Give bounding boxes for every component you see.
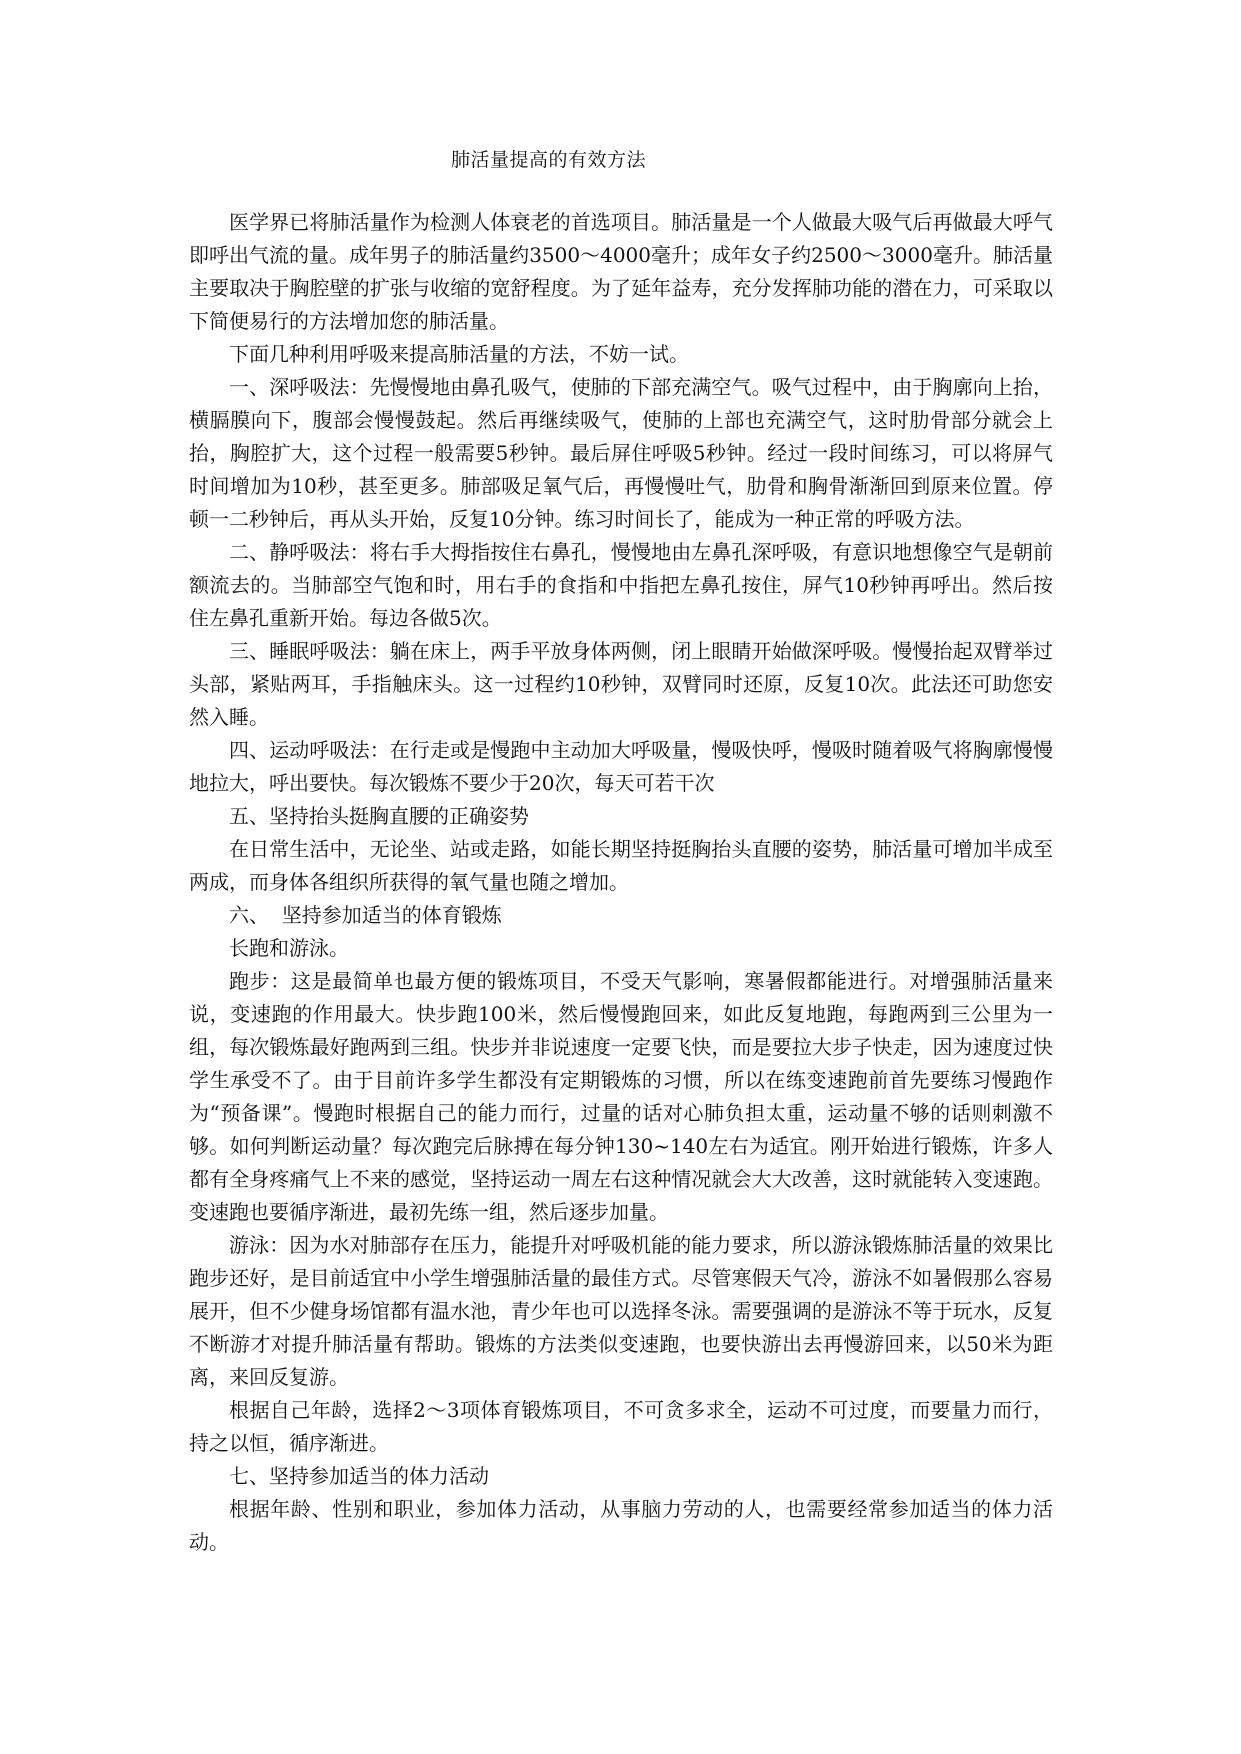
paragraph-sleep-breathing: 三、睡眠呼吸法：躺在床上，两手平放身体两侧，闭上眼睛开始做深呼吸。慢慢抬起双臂举过头部，紧贴两耳，手指触床头。这一过程约10秒钟，双臂同时还原，反复10次。此法还可助您安然入睡。 — [189, 639, 1053, 729]
section-heading-physical-activity: 七、坚持参加适当的体力活动 — [229, 1464, 489, 1488]
paragraph-quiet-breathing: 二、静呼吸法：将右手大拇指按住右鼻孔，慢慢地由左鼻孔深呼吸，有意识地想像空气是朝前额流去的。当肺部空气饱和时，用右手的食指和中指把左鼻孔按住，屏气10秒钟再呼出。然后按住左鼻孔重新开始。每边各做5次。 — [189, 540, 1053, 630]
paragraph-methods-lead: 下面几种利用呼吸来提高肺活量的方法，不妨一试。 — [229, 342, 689, 366]
paragraph-physical-activity: 根据年龄、性别和职业，参加体力活动，从事脑力劳动的人，也需要经常参加适当的体力活动。 — [189, 1497, 1053, 1554]
paragraph-sports-advice: 根据自己年龄，选择2～3项体育锻炼项目，不可贪多求全，运动不可过度，而要量力而行，持之以恒，循序渐进。 — [189, 1398, 1053, 1455]
document-title: 肺活量提高的有效方法 — [451, 149, 647, 171]
paragraph-running: 跑步：这是最简单也最方便的锻炼项目，不受天气影响，寒暑假都能进行。对增强肺活量来说，变速跑的作用最大。快步跑100米，然后慢慢跑回来，如此反复地跑，每跑两到三公里为一组，每次锻炼最好跑两到三组。快步并非说速度一定要飞快，而是要拉大步子快走，因为速度过快学生承受不了。由于目前许多学生都没有定期锻炼的习惯，所以在练变速跑前首先要练习慢跑作为“预备课”。慢跑时根据自己的能力而行，过量的话对心肺负担太重，运动量不够的话则刺激不够。如何判断运动量？每次跑完后脉搏在每分钟130~140左右为适宜。刚开始进行锻炼，许多人都有全身疼痛气上不来的感觉，坚持运动一周左右这种情况就会大大改善，这时就能转入变速跑。变速跑也要循序渐进，最初先练一组，然后逐步加量。 — [189, 969, 1053, 1224]
paragraph-swimming: 游泳：因为水对肺部存在压力，能提升对呼吸机能的能力要求，所以游泳锻炼肺活量的效果比跑步还好，是目前适宜中小学生增强肺活量的最佳方式。尽管寒假天气冷，游泳不如暑假那么容易展开，但不少健身场馆都有温水池，青少年也可以选择冬泳。需要强调的是游泳不等于玩水，反复不断游才对提升肺活量有帮助。锻炼的方法类似变速跑，也要快游出去再慢游回来，以50米为距离，来回反复游。 — [189, 1233, 1053, 1389]
paragraph-posture: 在日常生活中，无论坐、站或走路，如能长期坚持挺胸抬头直腰的姿势，肺活量可增加半成至两成，而身体各组织所获得的氧气量也随之增加。 — [189, 837, 1053, 894]
section-heading-posture: 五、坚持抬头挺胸直腰的正确姿势 — [229, 804, 529, 828]
paragraph-intro: 医学界已将肺活量作为检测人体衰老的首选项目。肺活量是一个人做最大吸气后再做最大呼气即呼出气流的量。成年男子的肺活量约3500～4000毫升；成年女子约2500～3000毫升。肺活量主要取决于胸腔壁的扩张与收缩的宽舒程度。为了延年益寿，充分发挥肺功能的潜在力，可采取以下简便易行的方法增加您的肺活量。 — [189, 210, 1053, 333]
paragraph-sports-list: 长跑和游泳。 — [229, 936, 349, 960]
paragraph-exercise-breathing: 四、运动呼吸法：在行走或是慢跑中主动加大呼吸量，慢吸快呼，慢吸时随着吸气将胸廓慢慢地拉大，呼出要快。每次锻炼不要少于20次，每天可若干次 — [189, 738, 1053, 795]
document-page — [189, 148, 1053, 1559]
paragraph-deep-breathing: 一、深呼吸法：先慢慢地由鼻孔吸气，使肺的下部充满空气。吸气过程中，由于胸廓向上抬，横膈膜向下，腹部会慢慢鼓起。然后再继续吸气，使肺的上部也充满空气，这时肋骨部分就会上抬，胸腔扩大，这个过程一般需要5秒钟。最后屏住呼吸5秒钟。经过一段时间练习，可以将屏气时间增加为10秒，甚至更多。肺部吸足氧气后，再慢慢吐气，肋骨和胸骨渐渐回到原来位置。停顿一二秒钟后，再从头开始，反复10分钟。练习时间长了，能成为一种正常的呼吸方法。 — [189, 375, 1053, 531]
section-heading-sports: 六、 坚持参加适当的体育锻炼 — [229, 903, 502, 927]
